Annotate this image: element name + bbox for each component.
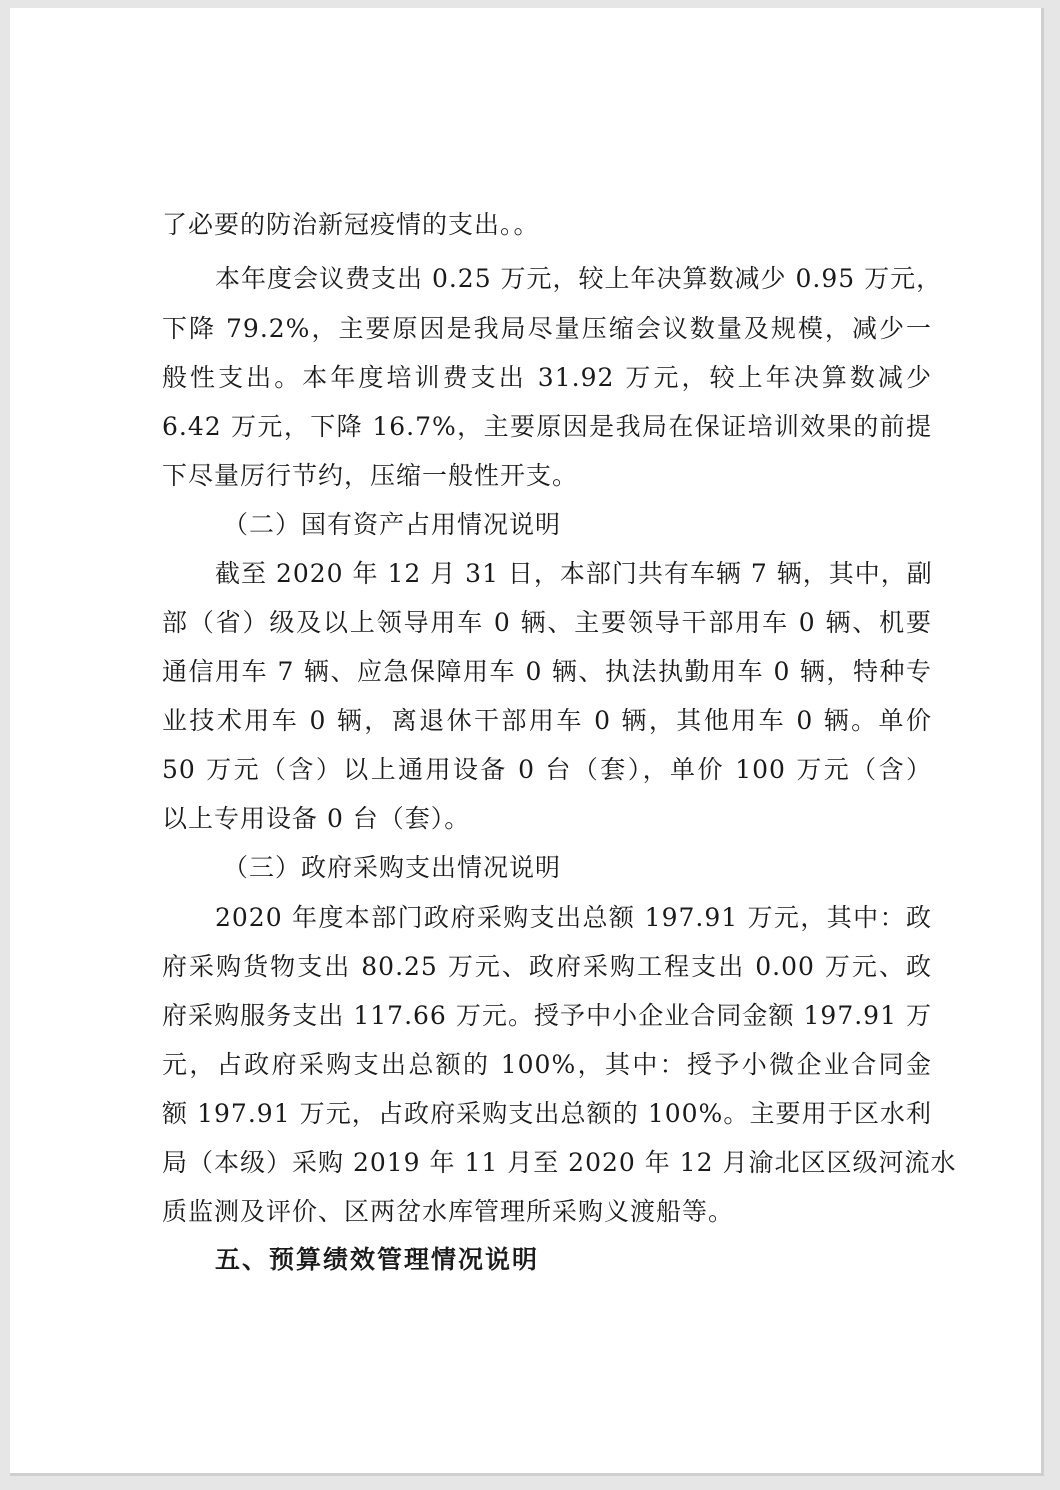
text-line: 额 197.91 万元，占政府采购支出总额的 100%。主要用于区水利 <box>162 1099 932 1128</box>
text-line: 截至 2020 年 12 月 31 日，本部门共有车辆 7 辆，其中，副 <box>215 559 933 588</box>
section-heading: （三）政府采购支出情况说明 <box>223 853 562 882</box>
text-line: 以上专用设备 0 台（套）。 <box>162 804 471 833</box>
text-line: 府采购货物支出 80.25 万元、政府采购工程支出 0.00 万元、政 <box>162 952 932 981</box>
chapter-heading: 五、预算绩效管理情况说明 <box>215 1245 540 1274</box>
text-line: 质监测及评价、区两岔水库管理所采购义渡船等。 <box>162 1197 735 1226</box>
text-line: 通信用车 7 辆、应急保障用车 0 辆、执法执勤用车 0 辆，特种专 <box>162 657 932 686</box>
text-line: 部（省）级及以上领导用车 0 辆、主要领导干部用车 0 辆、机要 <box>162 608 932 637</box>
text-line: 下尽量厉行节约，压缩一般性开支。 <box>162 461 579 490</box>
document-page <box>10 8 1044 1476</box>
text-line: 本年度会议费支出 0.25 万元，较上年决算数减少 0.95 万元， <box>215 264 943 293</box>
section-heading: （二）国有资产占用情况说明 <box>223 510 562 539</box>
text-line: 元，占政府采购支出总额的 100%，其中：授予小微企业合同金 <box>162 1050 932 1079</box>
text-line: 了必要的防治新冠疫情的支出。。 <box>162 210 540 239</box>
text-line: 50 万元（含）以上通用设备 0 台（套），单价 100 万元（含） <box>162 755 932 784</box>
text-line: 局（本级）采购 2019 年 11 月至 2020 年 12 月渝北区区级河流水 <box>162 1148 957 1177</box>
text-line: 般性支出。本年度培训费支出 31.92 万元，较上年决算数减少 <box>162 363 932 392</box>
text-line: 业技术用车 0 辆，离退休干部用车 0 辆，其他用车 0 辆。单价 <box>162 706 932 735</box>
text-line: 府采购服务支出 117.66 万元。授予中小企业合同金额 197.91 万 <box>162 1001 932 1030</box>
text-line: 6.42 万元，下降 16.7%，主要原因是我局在保证培训效果的前提 <box>162 412 932 441</box>
text-line: 2020 年度本部门政府采购支出总额 197.91 万元，其中：政 <box>215 903 932 932</box>
text-line: 下降 79.2%，主要原因是我局尽量压缩会议数量及规模，减少一 <box>162 314 932 343</box>
